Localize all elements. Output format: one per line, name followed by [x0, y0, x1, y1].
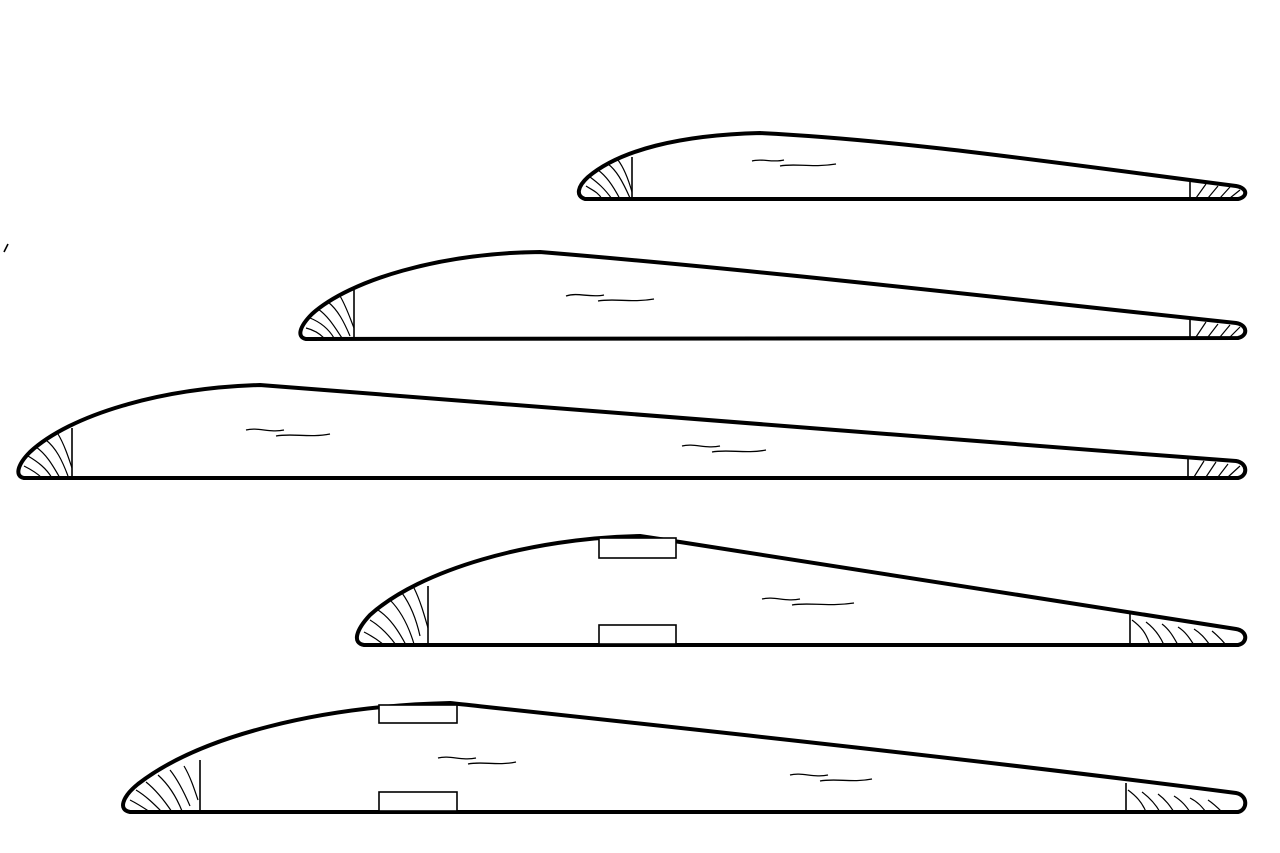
rib-4 [357, 536, 1245, 645]
rib-1-outline [579, 133, 1245, 199]
stray-mark [4, 244, 8, 252]
rib-4-outline [357, 536, 1245, 645]
rib-3-outline [18, 385, 1245, 478]
rib-4-upper-spar [599, 538, 676, 558]
rib-5-upper-spar [379, 705, 457, 723]
rib-2 [300, 252, 1245, 339]
rib-5 [123, 703, 1245, 812]
rib-5-outline [123, 703, 1245, 812]
rib-5-lower-spar [379, 792, 457, 811]
rib-1 [579, 133, 1245, 199]
rib-4-lower-spar [599, 625, 676, 644]
rib-2-outline [300, 252, 1245, 339]
rib-3 [18, 385, 1245, 478]
